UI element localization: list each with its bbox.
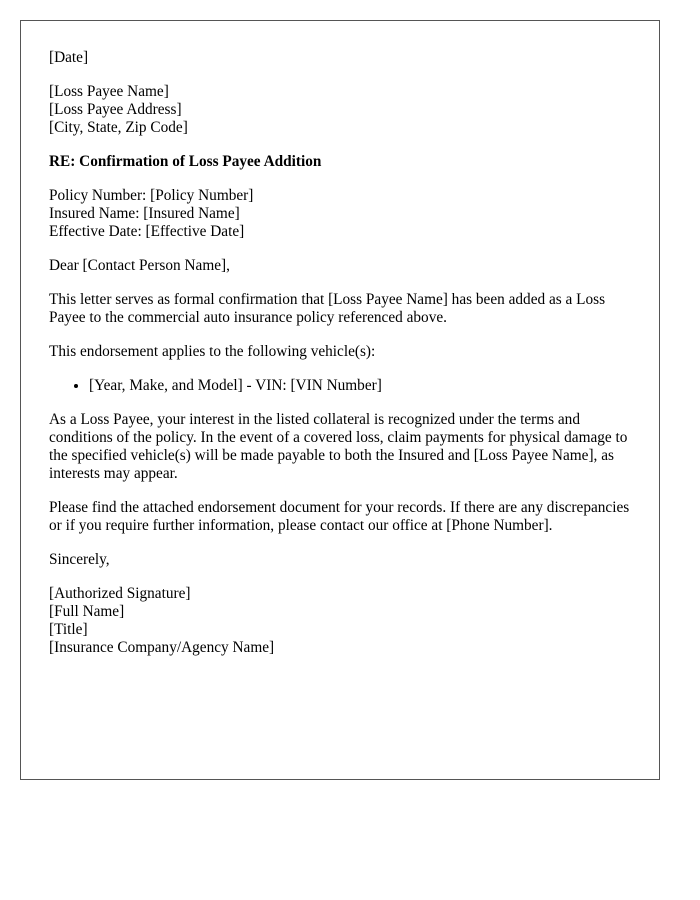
confirmation-paragraph: This letter serves as formal confirmation that [Loss Payee Name] has been added as a Loss Payee to the commercial auto insurance policy referenced above. bbox=[49, 291, 606, 326]
salutation: Dear [Contact Person Name], bbox=[49, 257, 230, 274]
contact-paragraph: Please find the attached endorsement document for your records. If there are any discrepancies or if you require further information, please contact our office at [Phone Number]. bbox=[49, 499, 630, 534]
subject-line: RE: Confirmation of Loss Payee Addition bbox=[49, 153, 322, 170]
endorsement-paragraph: This endorsement applies to the following vehicle(s): bbox=[49, 343, 376, 360]
signer-full-name: [Full Name] bbox=[49, 603, 125, 620]
vehicle-item: • [Year, Make, and Model] - VIN: [VIN Number] bbox=[89, 377, 639, 395]
company-name: [Insurance Company/Agency Name] bbox=[49, 639, 275, 656]
insured-name: Insured Name: [Insured Name] bbox=[49, 205, 240, 222]
signature-block bbox=[49, 585, 639, 657]
vehicle-list bbox=[49, 377, 639, 395]
letter-body bbox=[49, 49, 639, 673]
recipient-city-state-zip: [City, State, Zip Code] bbox=[49, 119, 188, 136]
policy-number: Policy Number: [Policy Number] bbox=[49, 187, 254, 204]
recipient-street: [Loss Payee Address] bbox=[49, 101, 182, 118]
signer-title: [Title] bbox=[49, 621, 88, 638]
authorized-signature: [Authorized Signature] bbox=[49, 585, 191, 602]
date-block bbox=[49, 49, 639, 67]
letter-date: [Date] bbox=[49, 49, 89, 66]
policy-info bbox=[49, 187, 639, 241]
closing: Sincerely, bbox=[49, 551, 110, 568]
recipient-name: [Loss Payee Name] bbox=[49, 83, 169, 100]
loss-payee-paragraph: As a Loss Payee, your interest in the listed collateral is recognized under the terms and conditions of the policy. In the event of a covered loss, claim payments for physical damage to the specified vehicle(s) will be made payable to both the Insured and [Loss Payee Name], as interests may appear. bbox=[49, 411, 628, 482]
effective-date: Effective Date: [Effective Date] bbox=[49, 223, 245, 240]
recipient-address bbox=[49, 83, 639, 137]
letter-page bbox=[20, 20, 660, 780]
